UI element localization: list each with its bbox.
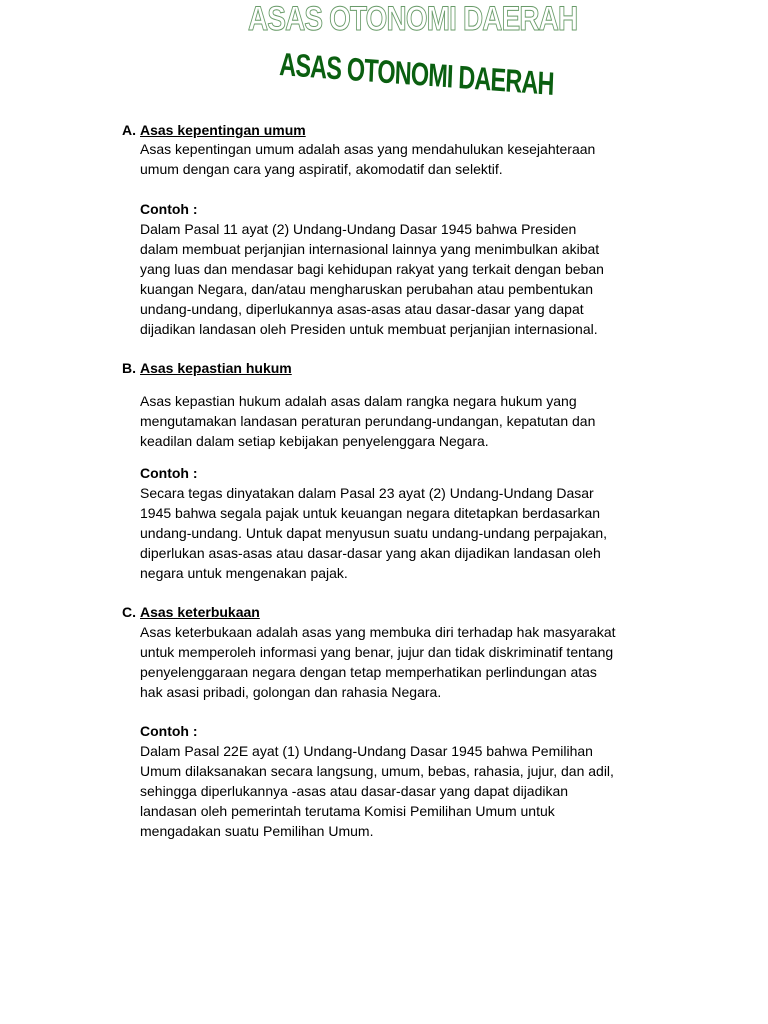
description-line: penyelenggaraan negara dengan tetap memperhatikan perlindungan atas (140, 664, 597, 680)
section-a (122, 120, 662, 350)
section-b (122, 358, 662, 588)
example-line: dijadikan landasan oleh Presiden untuk membuat perjanjian internasional. (140, 321, 598, 337)
description-line: Asas keterbukaan adalah asas yang membuka diri terhadap hak masyarakat (140, 624, 616, 640)
example-line: undang-undang, diperlukannya asas-asas atau dasar-dasar yang dapat (140, 301, 584, 317)
example-label: Contoh : (140, 465, 198, 481)
title-wordart-ghost: ASAS OTONOMI DAERAH (248, 0, 578, 38)
example-label: Contoh : (140, 723, 198, 739)
description-line: Asas kepastian hukum adalah asas dalam rangka negara hukum yang (140, 393, 577, 409)
example-line: undang-undang. Untuk dapat menyusun suatu undang-undang perpajakan, (140, 525, 608, 541)
example-line: landasan oleh pemerintah terutama Komisi Pemilihan Umum untuk (140, 803, 555, 819)
example-line: Dalam Pasal 11 ayat (2) Undang-Undang Dasar 1945 bahwa Presiden (140, 221, 577, 237)
example-line: yang luas dan mendasar bagi kehidupan rakyat yang terkait dengan beban (140, 261, 604, 277)
example-line: kuangan Negara, dan/atau mengharuskan perubahan atau pembentukan (140, 281, 594, 297)
section-heading: Asas kepastian hukum (140, 360, 292, 376)
section-heading: Asas kepentingan umum (140, 122, 306, 138)
description-line: umum dengan cara yang aspiratif, akomodatif dan selektif. (140, 161, 503, 177)
example-line: diperlukan asas-asas atau dasar-dasar yang akan dijadikan landasan oleh (140, 545, 601, 561)
description-line: untuk memperoleh informasi yang benar, jujur dan tidak diskriminatif tentang (140, 644, 614, 660)
section-letter: A. (122, 122, 136, 138)
example-line: dalam membuat perjanjian internasional lainnya yang menimbulkan akibat (140, 241, 600, 257)
example-line: Secara tegas dinyatakan dalam Pasal 23 ayat (2) Undang-Undang Dasar (140, 485, 594, 501)
section-letter: C. (122, 604, 136, 620)
example-line: mengadakan suatu Pemilihan Umum. (140, 823, 374, 839)
example-line: Dalam Pasal 22E ayat (1) Undang-Undang Dasar 1945 bahwa Pemilihan (140, 743, 593, 759)
section-c (122, 602, 662, 852)
example-line: negara untuk mengenakan pajak. (140, 565, 348, 581)
section-heading: Asas keterbukaan (140, 604, 260, 620)
example-line: sehingga diperlukannya -asas atau dasar-dasar yang dapat dijadikan (140, 783, 569, 799)
description-line: Asas kepentingan umum adalah asas yang mendahulukan kesejahteraan (140, 141, 596, 157)
example-line: 1945 bahwa segala pajak untuk keuangan negara ditetapkan berdasarkan (140, 505, 601, 521)
example-line: Umum dilaksanakan secara langsung, umum, bebas, rahasia, jujur, dan adil, (140, 763, 614, 779)
section-letter: B. (122, 360, 136, 376)
description-line: hak asasi pribadi, golongan dan rahasia Negara. (140, 684, 442, 700)
page-title: ASAS OTONOMI DAERAH (278, 46, 555, 103)
example-label: Contoh : (140, 201, 198, 217)
description-line: mengutamakan landasan peraturan perundang-undangan, kepatutan dan (140, 413, 596, 429)
description-line: keadilan dalam setiap kebijakan penyelenggara Negara. (140, 433, 489, 449)
